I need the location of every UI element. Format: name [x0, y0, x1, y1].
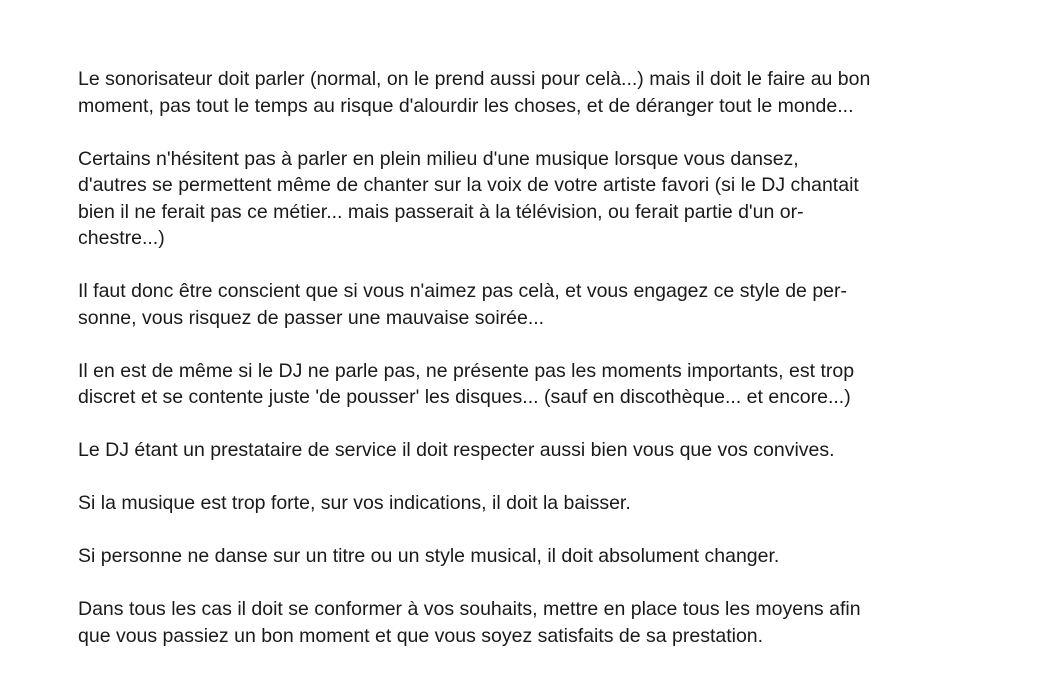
paragraph-talking-over-music: Certains n'hésitent pas à parler en plein milieu d'une musique lorsque vous dansez, d'autres se permettent même de chanter sur la voix de votre artiste favori (si le DJ chantait bien il ne ferait pas ce métier... mais passerait à la télévision, ou ferait partie d'un or- chestre...): [78, 147, 859, 249]
paragraph-be-aware: Il faut donc être conscient que si vous n'aimez pas celà, et vous engagez ce style de per- sonne, vous risquez de passer une mauvaise soirée...: [78, 280, 847, 329]
paragraph-change-style: Si personne ne danse sur un titre ou un style musical, il doit absolument changer.: [78, 545, 780, 567]
paragraph-service-provider: Le DJ étant un prestataire de service il doit respecter aussi bien vous que vos convives.: [78, 439, 835, 461]
paragraph-speaking-timing: Le sonorisateur doit parler (normal, on le prend aussi pour celà...) mais il doit le faire au bon moment, pas tout le temps au risque d'alourdir les choses, et de déranger tout le monde...: [78, 68, 871, 117]
paragraph-silent-dj: Il en est de même si le DJ ne parle pas, ne présente pas les moments importants, est trop discret et se contente juste 'de pousser' les disques... (sauf en discothèque... et encore...): [78, 359, 855, 408]
document-body: [78, 66, 978, 676]
paragraph-volume: Si la musique est trop forte, sur vos indications, il doit la baisser.: [78, 492, 631, 514]
paragraph-conform-wishes: Dans tous les cas il doit se conformer à vos souhaits, mettre en place tous les moyens afin que vous passiez un bon moment et que vous soyez satisfaits de sa prestation.: [78, 598, 861, 647]
